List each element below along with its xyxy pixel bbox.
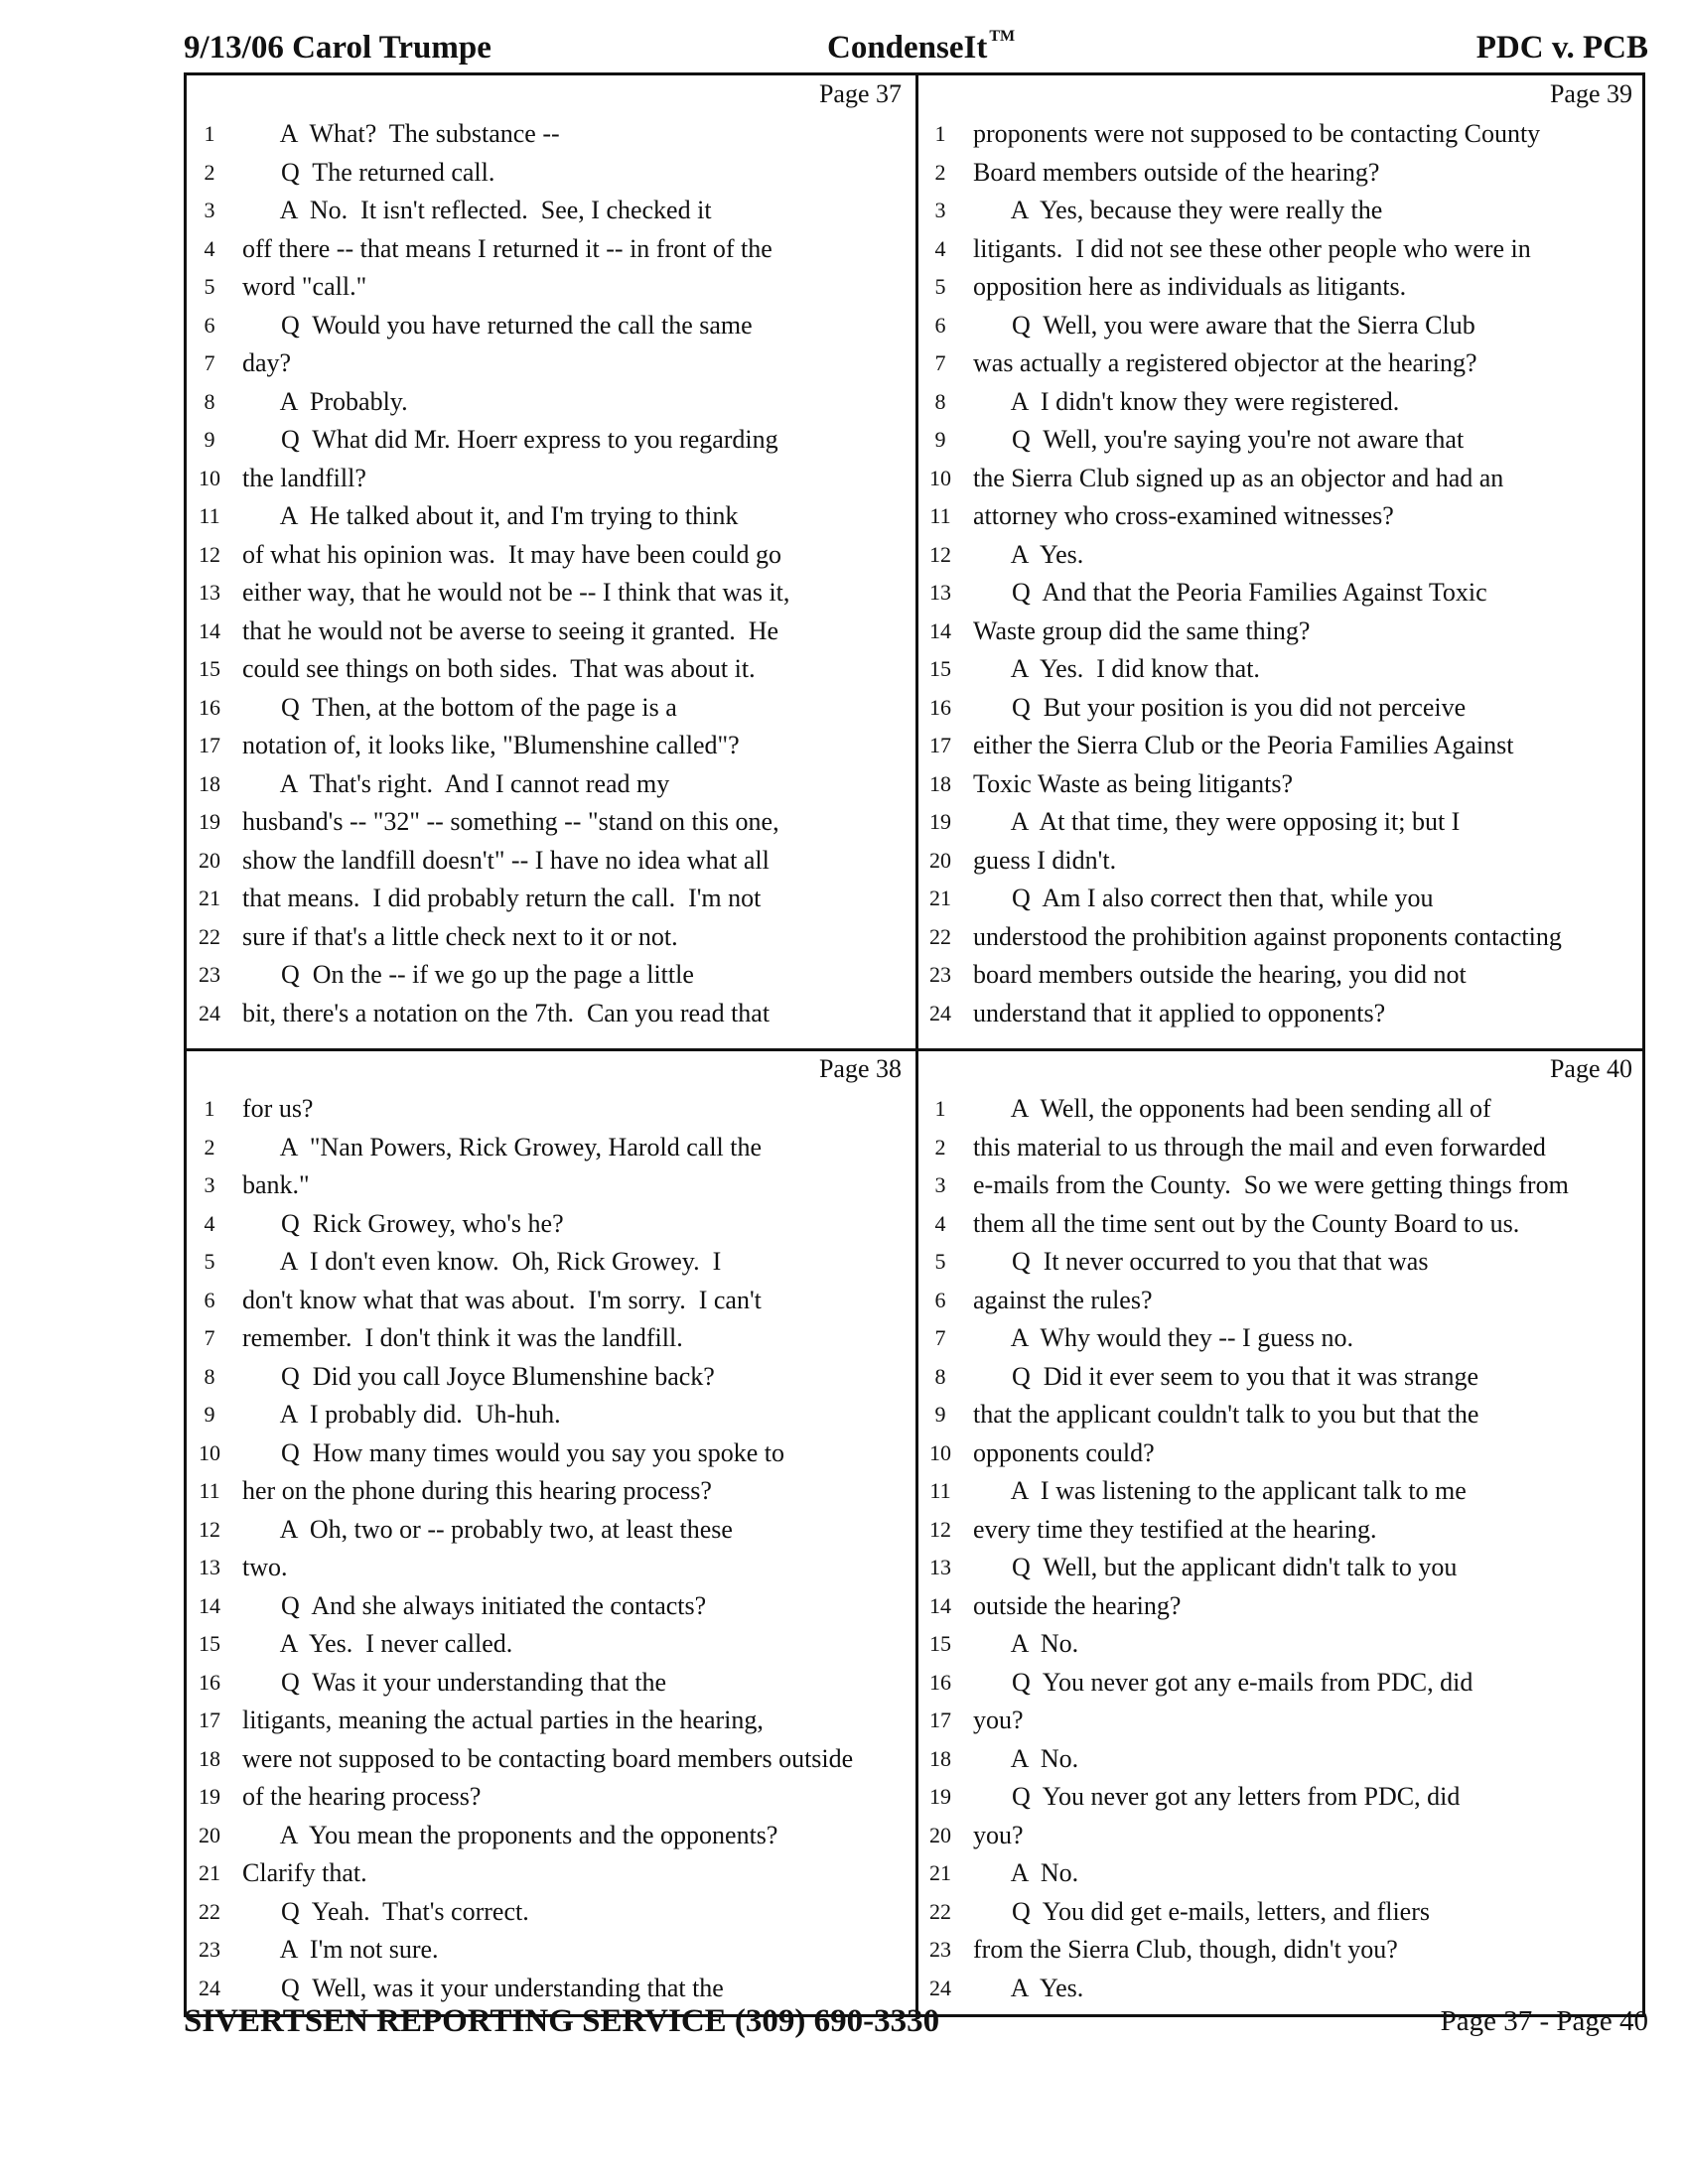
transcript-line: word "call." <box>242 272 367 301</box>
transcript-line: Q It never occurred to you that that was <box>973 1247 1429 1276</box>
line-number: 10 <box>199 1439 220 1465</box>
transcript-line: A No. It isn't reflected. See, I checked it <box>242 196 712 224</box>
transcript-line: A No. <box>973 1629 1079 1658</box>
line-number: 2 <box>204 1134 215 1160</box>
transcript-line: Q Then, at the bottom of the page is a <box>242 692 677 722</box>
line-number: 5 <box>934 1249 946 1274</box>
line-number: 22 <box>199 923 220 949</box>
line-number: 3 <box>934 198 946 222</box>
line-number: 1 <box>934 121 946 146</box>
transcript-line: husband's -- "32" -- something -- "stand on this one, <box>242 807 779 836</box>
line-number: 4 <box>204 235 215 261</box>
transcript-line: opponents could? <box>973 1437 1155 1467</box>
line-number: 23 <box>929 962 951 987</box>
transcript-line: that the applicant couldn't talk to you but that the <box>973 1400 1479 1429</box>
transcript-line: A Probably. <box>242 386 408 416</box>
transcript-line: Q Rick Growey, who's he? <box>242 1208 564 1238</box>
transcript-text <box>242 115 910 1032</box>
transcript-line: were not supposed to be contacting board members outside <box>242 1743 854 1773</box>
line-number: 22 <box>199 1898 220 1924</box>
transcript-line: Q Did you call Joyce Blumenshine back? <box>242 1361 715 1391</box>
transcript-line: Q How many times would you say you spoke to <box>242 1437 784 1467</box>
line-number: 4 <box>934 235 946 261</box>
line-number: 6 <box>934 312 946 338</box>
transcript-line: bank." <box>242 1170 310 1199</box>
transcript-line: Clarify that. <box>242 1858 367 1887</box>
page-range: Page 37 - Page 40 <box>1440 2005 1648 2037</box>
transcript-line: proponents were not supposed to be contacting County <box>973 119 1541 148</box>
line-number: 18 <box>929 1745 951 1771</box>
line-number: 21 <box>199 886 220 910</box>
line-number: 17 <box>929 1707 951 1732</box>
line-number: 21 <box>929 886 951 910</box>
line-number: 21 <box>199 1860 220 1885</box>
line-number: 7 <box>204 1325 215 1350</box>
transcript-line: you? <box>973 1820 1024 1849</box>
line-number: 19 <box>199 809 220 834</box>
transcript-line: guess I didn't. <box>973 845 1117 875</box>
line-number: 13 <box>199 1555 220 1579</box>
transcript-line: A Yes. I did know that. <box>973 654 1260 683</box>
line-number: 7 <box>934 350 946 375</box>
line-number: 17 <box>929 733 951 757</box>
line-number: 2 <box>204 159 215 185</box>
line-number: 14 <box>929 617 951 643</box>
condenseit-label: CondenseIt <box>827 30 988 66</box>
trademark-mark: TM <box>989 28 1016 45</box>
line-number: 18 <box>929 770 951 796</box>
line-number: 9 <box>934 1402 946 1427</box>
transcript-line: A I was listening to the applicant talk to me <box>973 1476 1467 1505</box>
line-number: 6 <box>204 312 215 338</box>
page-label: Page 37 <box>818 79 902 108</box>
page-footer <box>184 2003 1648 2045</box>
line-number: 19 <box>929 809 951 834</box>
transcript-line: for us? <box>242 1094 314 1123</box>
transcript-text <box>242 1090 910 2007</box>
transcript-line: A I didn't know they were registered. <box>973 386 1400 416</box>
transcript-panel-page-37 <box>187 75 917 1048</box>
transcript-line: was actually a registered objector at the hearing? <box>973 348 1477 377</box>
transcript-line: either way, that he would not be -- I think that was it, <box>242 578 790 607</box>
transcript-line: opposition here as individuals as litigants. <box>973 272 1407 301</box>
transcript-line: A Yes. <box>973 1973 1084 2002</box>
transcript-line: Q Did it ever seem to you that it was strange <box>973 1361 1479 1391</box>
transcript-line: Q Was it your understanding that the <box>242 1667 667 1697</box>
transcript-line: A Well, the opponents had been sending all of <box>973 1094 1491 1123</box>
transcript-line: understand that it applied to opponents? <box>973 998 1386 1027</box>
transcript-line: A "Nan Powers, Rick Growey, Harold call the <box>242 1132 763 1161</box>
line-number: 16 <box>199 694 220 720</box>
transcript-line: Q You never got any letters from PDC, did <box>973 1782 1461 1811</box>
transcript-line: Q But your position is you did not perceive <box>973 692 1467 722</box>
line-number: 20 <box>929 1822 951 1847</box>
line-number: 4 <box>934 1210 946 1236</box>
transcript-line: off there -- that means I returned it -- in front of the <box>242 233 772 263</box>
line-number: 15 <box>929 1631 951 1656</box>
line-number: 23 <box>199 962 220 987</box>
line-number: 14 <box>199 617 220 643</box>
transcript-line: you? <box>973 1706 1024 1734</box>
line-number: 13 <box>199 580 220 605</box>
transcript-line: her on the phone during this hearing process? <box>242 1476 712 1505</box>
transcript-line: Q Well, you were aware that the Sierra Club <box>973 310 1475 340</box>
transcript-line: Q Am I also correct then that, while you <box>973 884 1434 912</box>
transcript-line: them all the time sent out by the County Board to us. <box>973 1208 1520 1238</box>
line-number: 3 <box>204 1172 215 1197</box>
transcript-line: Q The returned call. <box>242 157 495 187</box>
line-numbers <box>917 1090 963 2007</box>
line-number: 20 <box>199 1822 220 1847</box>
line-number: 21 <box>929 1860 951 1885</box>
transcript-text <box>973 1090 1640 2007</box>
line-numbers <box>917 115 963 1032</box>
transcript-line: A That's right. And I cannot read my <box>242 768 670 798</box>
transcript-line: the Sierra Club signed up as an objector and had an <box>973 463 1504 492</box>
line-number: 5 <box>204 1249 215 1274</box>
transcript-line: A Yes. I never called. <box>242 1629 513 1658</box>
line-numbers <box>187 1090 232 2007</box>
transcript-line: either the Sierra Club or the Peoria Families Against <box>973 731 1514 759</box>
transcript-line: Toxic Waste as being litigants? <box>973 768 1293 798</box>
transcript-line: A At that time, they were opposing it; but I <box>973 807 1461 836</box>
transcript-line: outside the hearing? <box>973 1590 1182 1620</box>
line-number: 3 <box>934 1172 946 1197</box>
transcript-line: Board members outside of the hearing? <box>973 157 1380 187</box>
transcript-line: every time they testified at the hearing. <box>973 1514 1377 1544</box>
transcript-line: against the rules? <box>973 1285 1153 1314</box>
transcript-line: from the Sierra Club, though, didn't you? <box>973 1935 1398 1964</box>
line-number: 9 <box>934 427 946 452</box>
line-number: 22 <box>929 923 951 949</box>
line-number: 17 <box>199 733 220 757</box>
transcript-line: remember. I don't think it was the landfill. <box>242 1323 683 1352</box>
line-number: 10 <box>929 1439 951 1465</box>
transcript-line: A Oh, two or -- probably two, at least these <box>242 1514 733 1544</box>
transcript-line: sure if that's a little check next to it or not. <box>242 921 678 951</box>
transcript-line: two. <box>242 1553 288 1581</box>
line-number: 5 <box>934 274 946 299</box>
line-number: 9 <box>204 427 215 452</box>
line-number: 23 <box>929 1937 951 1962</box>
line-number: 19 <box>199 1784 220 1809</box>
line-number: 12 <box>929 541 951 567</box>
transcript-line: board members outside the hearing, you did not <box>973 960 1467 989</box>
line-number: 20 <box>199 847 220 873</box>
line-number: 16 <box>929 694 951 720</box>
line-number: 11 <box>929 1478 951 1503</box>
transcript-line: Q On the -- if we go up the page a little <box>242 960 694 989</box>
line-number: 10 <box>199 465 220 490</box>
transcript-line: Q You never got any e-mails from PDC, did <box>973 1667 1474 1697</box>
line-number: 8 <box>934 388 946 414</box>
transcript-panel-page-38 <box>187 1050 917 2023</box>
transcript-line: Q And she always initiated the contacts? <box>242 1590 707 1620</box>
line-number: 12 <box>199 541 220 567</box>
line-number: 9 <box>204 1402 215 1427</box>
line-number: 6 <box>934 1287 946 1312</box>
line-number: 12 <box>929 1516 951 1542</box>
line-number: 4 <box>204 1210 215 1236</box>
line-number: 16 <box>929 1669 951 1695</box>
line-number: 24 <box>199 1975 220 2000</box>
transcript-line: e-mails from the County. So we were getting things from <box>973 1170 1569 1199</box>
line-number: 3 <box>204 198 215 222</box>
line-number: 1 <box>204 1096 215 1121</box>
transcript-line: litigants. I did not see these other people who were in <box>973 233 1531 263</box>
line-number: 8 <box>204 388 215 414</box>
transcript-line: A You mean the proponents and the opponents? <box>242 1820 778 1849</box>
line-number: 11 <box>929 503 951 528</box>
line-number: 13 <box>929 580 951 605</box>
line-number: 15 <box>199 656 220 681</box>
line-number: 1 <box>934 1096 946 1121</box>
transcript-line: A What? The substance -- <box>242 119 560 148</box>
condenseit-title <box>827 30 1015 67</box>
line-number: 20 <box>929 847 951 873</box>
transcript-line: of the hearing process? <box>242 1782 482 1811</box>
transcript-line: A Yes, because they were really the <box>973 196 1383 224</box>
transcript-line: don't know what that was about. I'm sorry. I can't <box>242 1285 762 1314</box>
line-number: 5 <box>204 274 215 299</box>
page-label: Page 40 <box>1549 1054 1632 1083</box>
case-name: PDC v. PCB <box>1475 30 1648 66</box>
line-number: 13 <box>929 1555 951 1579</box>
transcript-text <box>973 115 1640 1032</box>
transcript-line: could see things on both sides. That was about it. <box>242 654 756 683</box>
transcript-line: day? <box>242 348 292 377</box>
line-number: 24 <box>929 1975 951 2000</box>
transcript-line: Waste group did the same thing? <box>973 615 1311 645</box>
line-number: 11 <box>199 1478 220 1503</box>
line-number: 1 <box>204 121 215 146</box>
transcript-line: A No. <box>973 1743 1079 1773</box>
transcript-line: Q And that the Peoria Families Against Toxic <box>973 578 1487 607</box>
transcript-line: the landfill? <box>242 463 366 492</box>
line-number: 24 <box>929 1000 951 1025</box>
transcript-line: of what his opinion was. It may have been could go <box>242 539 781 569</box>
line-number: 8 <box>204 1363 215 1389</box>
page-header <box>184 30 1648 71</box>
transcript-line: show the landfill doesn't" -- I have no idea what all <box>242 845 770 875</box>
transcript-line: litigants, meaning the actual parties in the hearing, <box>242 1706 764 1734</box>
line-number: 8 <box>934 1363 946 1389</box>
transcript-line: that he would not be averse to seeing it granted. He <box>242 615 779 645</box>
transcript-panel-page-39 <box>917 75 1648 1048</box>
transcript-line: A He talked about it, and I'm trying to think <box>242 501 739 530</box>
page-label: Page 39 <box>1549 79 1632 108</box>
transcript-line: Q Would you have returned the call the same <box>242 310 753 340</box>
transcript-line: A I don't even know. Oh, Rick Growey. I <box>242 1247 722 1276</box>
reporting-service: SIVERTSEN REPORTING SERVICE (309) 690-3330 <box>184 2003 940 2039</box>
transcript-line: Q Well, you're saying you're not aware that <box>973 425 1465 454</box>
line-number: 10 <box>929 465 951 490</box>
line-number: 18 <box>199 1745 220 1771</box>
deposition-date-witness: 9/13/06 Carol Trumpe <box>184 30 491 66</box>
transcript-line: Q Well, was it your understanding that the <box>242 1973 724 2002</box>
line-number: 18 <box>199 770 220 796</box>
transcript-line: A Why would they -- I guess no. <box>973 1323 1353 1352</box>
transcript-line: that means. I did probably return the call. I'm not <box>242 884 762 912</box>
line-number: 24 <box>199 1000 220 1025</box>
transcript-line: A No. <box>973 1858 1079 1887</box>
line-number: 12 <box>199 1516 220 1542</box>
line-number: 15 <box>199 1631 220 1656</box>
line-number: 19 <box>929 1784 951 1809</box>
transcript-line: Q Yeah. That's correct. <box>242 1896 529 1926</box>
line-number: 7 <box>204 350 215 375</box>
line-number: 14 <box>929 1592 951 1618</box>
transcript-panel-page-40 <box>917 1050 1648 2023</box>
line-number: 15 <box>929 656 951 681</box>
transcript-line: this material to us through the mail and even forwarded <box>973 1132 1546 1161</box>
line-numbers <box>187 115 232 1032</box>
transcript-line: A Yes. <box>973 539 1084 569</box>
line-number: 6 <box>204 1287 215 1312</box>
transcript-line: A I'm not sure. <box>242 1935 439 1964</box>
transcript-line: understood the prohibition against proponents contacting <box>973 921 1562 951</box>
line-number: 22 <box>929 1898 951 1924</box>
line-number: 14 <box>199 1592 220 1618</box>
transcript-line: A I probably did. Uh-huh. <box>242 1400 561 1429</box>
line-number: 23 <box>199 1937 220 1962</box>
line-number: 2 <box>934 159 946 185</box>
transcript-line: attorney who cross-examined witnesses? <box>973 501 1394 530</box>
line-number: 7 <box>934 1325 946 1350</box>
transcript-line: bit, there's a notation on the 7th. Can you read that <box>242 998 771 1027</box>
transcript-frame <box>184 72 1645 2017</box>
line-number: 17 <box>199 1707 220 1732</box>
line-number: 11 <box>199 503 220 528</box>
line-number: 16 <box>199 1669 220 1695</box>
transcript-line: Q You did get e-mails, letters, and fliers <box>973 1896 1430 1926</box>
transcript-line: Q Well, but the applicant didn't talk to you <box>973 1553 1458 1581</box>
page-label: Page 38 <box>818 1054 902 1083</box>
transcript-line: Q What did Mr. Hoerr express to you regarding <box>242 425 778 454</box>
transcript-line: notation of, it looks like, "Blumenshine called"? <box>242 731 740 759</box>
line-number: 2 <box>934 1134 946 1160</box>
